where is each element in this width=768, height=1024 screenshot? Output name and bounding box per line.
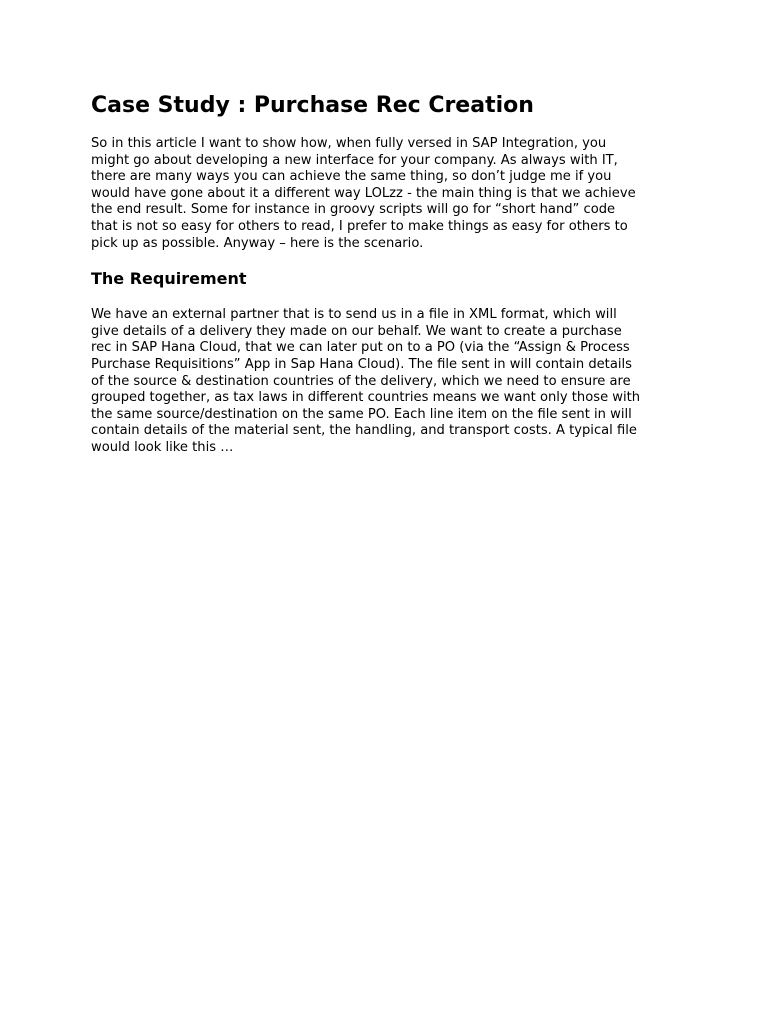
section-heading-requirement: The Requirement [91, 269, 247, 289]
document-title: Case Study : Purchase Rec Creation [91, 93, 534, 118]
requirement-paragraph: We have an external partner that is to send us in a file in XML format, which will give details of a delivery they made on our behalf. We want to create a purchase rec in SAP Hana Cloud, that we can later put on to a PO (via the “Assign & Process Purchase Requisitions” App in Sap Hana Cloud). The file sent in will contain details of the source & destination countries of the delivery, which we need to ensure are grouped together, as tax laws in different countries means we want only those with the same source/destination on the same PO. Each line item on the file sent in will contain details of the material sent, the handling, and transport costs. A typical file would look like this … [91, 307, 641, 455]
intro-paragraph: So in this article I want to show how, when fully versed in SAP Integration, you might go about developing a new interface for your company. As always with IT, there are many ways you can achieve the same thing, so don’t judge me if you would have gone about it a different way LOLzz - the main thing is that we achieve the end result. Some for instance in groovy scripts will go for “short hand” code that is not so easy for others to read, I prefer to make things as easy for others to pick up as possible. Anyway – here is the scenario. [91, 136, 636, 251]
document-body [91, 90, 681, 457]
